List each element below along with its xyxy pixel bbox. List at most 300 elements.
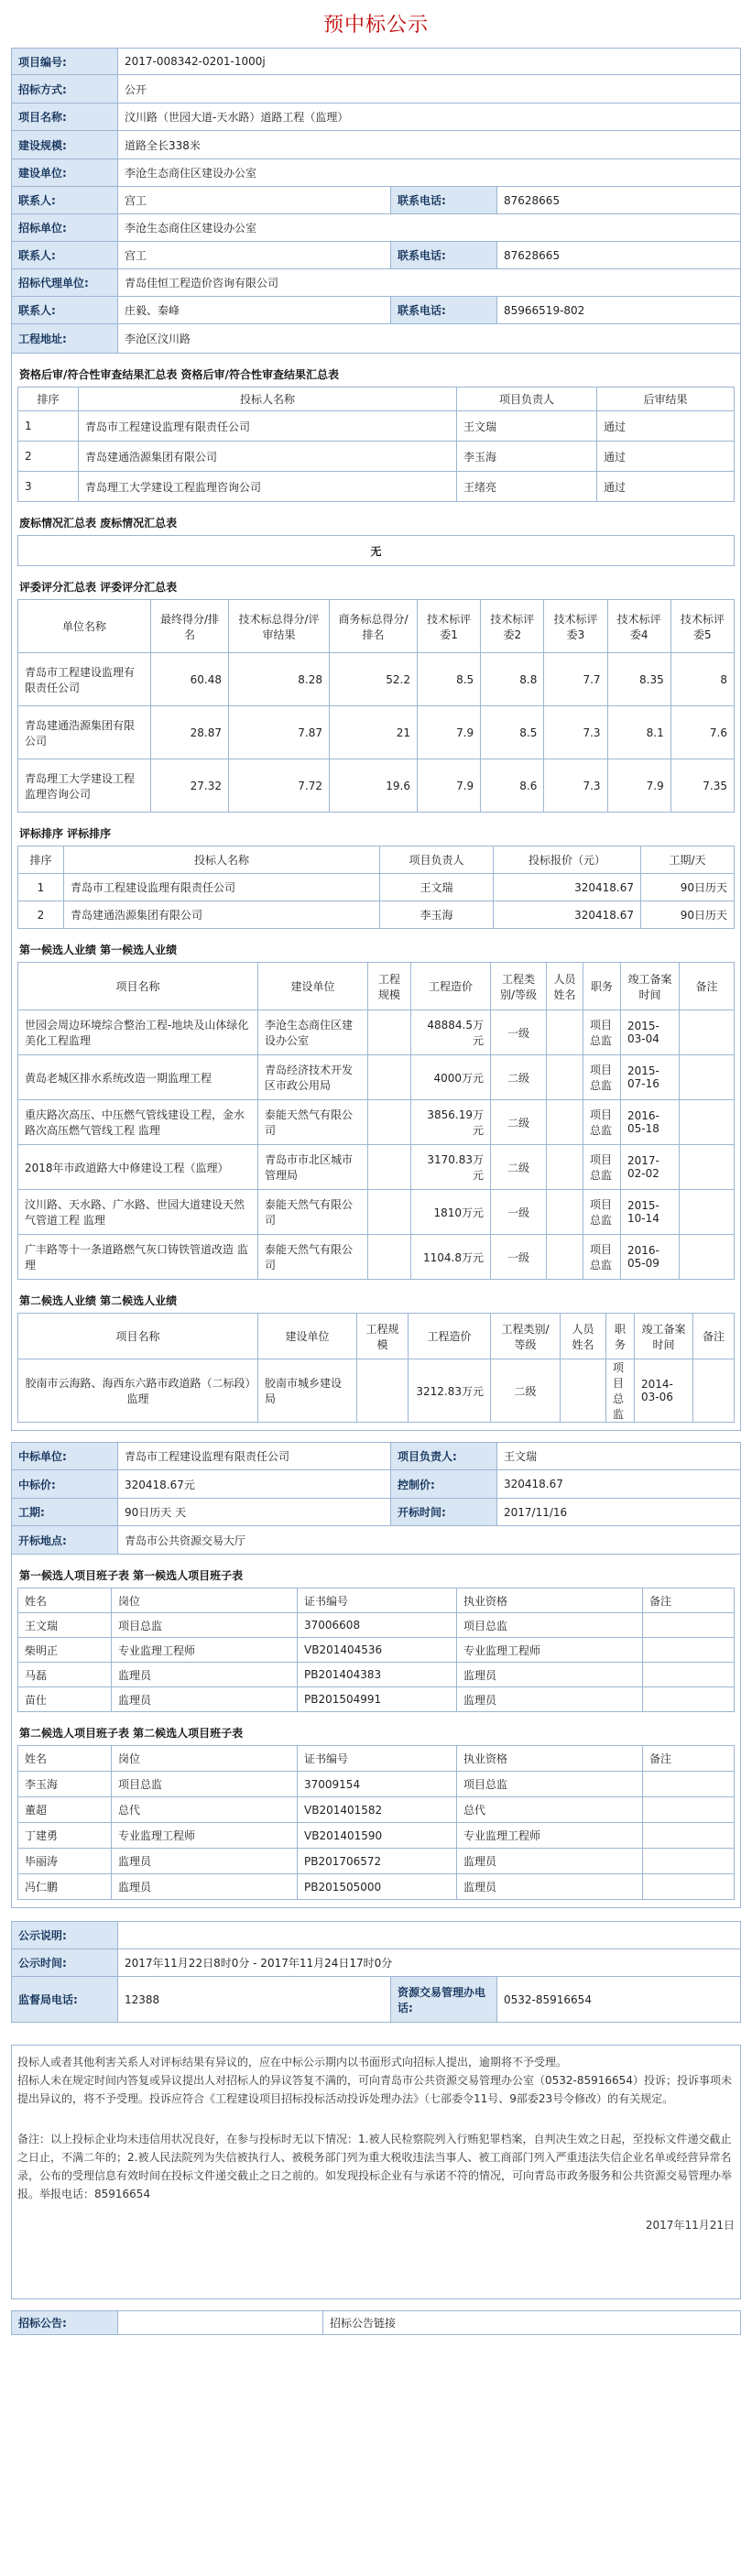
table-row <box>18 1772 735 1797</box>
qual-table <box>17 387 735 502</box>
project-name-value: 汶川路（世园大道-天水路）道路工程（监理） <box>118 104 741 131</box>
method-value: 公开 <box>118 75 741 104</box>
perf2-section-title: 第二候选人业绩 第二候选人业绩 <box>19 1294 178 1307</box>
table-cell <box>547 1055 583 1100</box>
scale-value: 道路全长338米 <box>118 131 741 159</box>
table-cell: 3856.19万元 <box>411 1100 491 1145</box>
builder-phone-value: 87628665 <box>497 187 741 214</box>
table-cell: 8.35 <box>607 653 670 706</box>
table-cell: 52.2 <box>330 653 418 706</box>
table-header: 建设单位 <box>258 963 368 1010</box>
table-cell: 监理员 <box>457 1849 643 1874</box>
table-header: 工程规模 <box>357 1314 409 1359</box>
tenderer-contact-value: 宫工 <box>118 242 391 269</box>
table-row <box>18 1823 735 1849</box>
scale-label: 建设规模: <box>12 131 118 159</box>
notice-table <box>11 1921 741 2023</box>
table-row <box>18 1613 735 1638</box>
rank-table <box>17 846 735 929</box>
table-cell: 项目总监 <box>583 1190 621 1235</box>
table-row <box>18 1055 735 1100</box>
table-cell: 青岛经济技术开发区市政公用局 <box>258 1055 368 1100</box>
table-header: 执业资格 <box>457 1588 643 1613</box>
period-value: 90日历天 天 <box>118 1499 391 1526</box>
control-price-label: 控制价: <box>391 1470 497 1499</box>
table-cell <box>368 1235 411 1280</box>
table-cell: 27.32 <box>151 759 229 813</box>
table-cell: 王文瑞 <box>18 1613 112 1638</box>
table-cell: 泰能天然气有限公司 <box>258 1235 368 1280</box>
table-cell: 19.6 <box>330 759 418 813</box>
tenderer-phone-value: 87628665 <box>497 242 741 269</box>
table-cell: 王绪亮 <box>457 472 597 502</box>
table-cell: 2017-02-02 <box>621 1145 680 1190</box>
table-header: 证书编号 <box>298 1588 457 1613</box>
table-cell: 冯仁鹏 <box>18 1874 112 1900</box>
table-cell: 项目总监 <box>583 1235 621 1280</box>
center-phone-value: 0532-85916654 <box>497 1977 741 2023</box>
table-cell <box>643 1772 735 1797</box>
table-cell: 1104.8万元 <box>411 1235 491 1280</box>
table-cell: 7.7 <box>544 653 607 706</box>
table-header: 项目名称 <box>18 963 258 1010</box>
table-header: 投标人名称 <box>79 387 457 411</box>
table-cell: 王文瑞 <box>380 874 494 901</box>
page-title: 预中标公示 <box>322 14 429 37</box>
table-cell: 4000万元 <box>411 1055 491 1100</box>
table-cell: 2 <box>18 901 64 929</box>
table-header: 工程造价 <box>409 1314 491 1359</box>
table-cell: 青岛建通浩源集团有限公司 <box>64 901 380 929</box>
footer-label: 招标公告: <box>12 2311 118 2335</box>
agency-phone-label: 联系电话: <box>391 297 497 324</box>
table-cell: 柴明正 <box>18 1638 112 1663</box>
table-header: 备注 <box>643 1588 735 1613</box>
table-row <box>18 759 735 813</box>
remarks-note: 备注：以上投标企业均未违信用状况良好，在参与投标时无以下情况：1.被人民检察院列入行贿犯罪档案，自判决生效之日起，至投标文件递交截止之日止，不满二年的；2.被人民法院列为失信被执行人、被税务部门列为重大税收违法当事人、被工商部门列入严重违法失信企业名单或经营异常名录，公布的受理信息有效时间在投标文件递交截止之日之前的。如发现投标企业有与承诺不符的情况，可向青岛市政务服务和公共资源交易管理办举报。举报电话：85916654 <box>17 2133 733 2200</box>
table-cell: 董超 <box>18 1797 112 1823</box>
team2-table <box>17 1745 735 1900</box>
team1-table <box>17 1588 735 1712</box>
table-header: 商务标总得分/排名 <box>330 600 418 653</box>
table-header: 投标人名称 <box>64 846 380 874</box>
table-cell: PB201706572 <box>298 1849 457 1874</box>
rank-section-title: 评标排序 评标排序 <box>19 827 112 840</box>
table-cell: 8.1 <box>607 706 670 759</box>
table-cell: 青岛理工大学建设工程监理咨询公司 <box>18 759 151 813</box>
supervision-phone-value: 12388 <box>118 1977 391 2023</box>
table-cell: 7.6 <box>670 706 734 759</box>
remarks-objection: 投标人或者其他利害关系人对评标结果有异议的，应在中标公示期内以书面形式向招标人提出，逾期将不予受理。 <box>17 2056 568 2068</box>
table-cell: 专业监理工程师 <box>112 1638 298 1663</box>
table-cell: 二级 <box>491 1100 547 1145</box>
table-header: 工程类别/等级 <box>491 963 547 1010</box>
table-cell: 28.87 <box>151 706 229 759</box>
table-row <box>18 1145 735 1190</box>
remarks-box <box>11 2045 741 2299</box>
table-header: 项目负责人 <box>380 846 494 874</box>
table-header: 排序 <box>18 387 79 411</box>
table-header: 岗位 <box>112 1746 298 1772</box>
table-cell: 李沧生态商住区建设办公室 <box>258 1010 368 1055</box>
table-cell <box>643 1797 735 1823</box>
builder-label: 建设单位: <box>12 159 118 187</box>
table-row <box>18 1797 735 1823</box>
table-cell: 37006608 <box>298 1613 457 1638</box>
notice-time-value: 2017年11月22日8时0分 - 2017年11月24日17时0分 <box>118 1949 741 1977</box>
open-place-value: 青岛市公共资源交易大厅 <box>118 1526 741 1555</box>
table-cell: 二级 <box>491 1145 547 1190</box>
table-header: 人员姓名 <box>547 963 583 1010</box>
table-cell: 320418.67 <box>494 901 641 929</box>
table-cell <box>357 1359 409 1423</box>
table-cell: 青岛市工程建设监理有限责任公司 <box>18 653 151 706</box>
open-place-label: 开标地点: <box>12 1526 118 1555</box>
table-cell: 丁建勇 <box>18 1823 112 1849</box>
table-header: 工程造价 <box>411 963 491 1010</box>
agency-label: 招标代理单位: <box>12 269 118 297</box>
table-cell: 21 <box>330 706 418 759</box>
table-cell: 2 <box>18 442 79 472</box>
table-cell <box>643 1874 735 1900</box>
table-cell: 青岛市工程建设监理有限责任公司 <box>64 874 380 901</box>
table-cell: 7.72 <box>229 759 330 813</box>
table-cell: 青岛理工大学建设工程监理咨询公司 <box>79 472 457 502</box>
table-header: 项目负责人 <box>457 387 597 411</box>
table-header: 最终得分/排名 <box>151 600 229 653</box>
table-cell <box>680 1010 735 1055</box>
table-cell <box>643 1849 735 1874</box>
table-cell: 48884.5万元 <box>411 1010 491 1055</box>
table-cell: 青岛市工程建设监理有限责任公司 <box>79 411 457 442</box>
table-cell: 监理员 <box>457 1874 643 1900</box>
table-cell: 8 <box>670 653 734 706</box>
method-label: 招标方式: <box>12 75 118 104</box>
table-cell: 8.6 <box>481 759 544 813</box>
table-row <box>18 1638 735 1663</box>
invalid-table <box>17 535 735 566</box>
remarks-complaint: 招标人未在规定时间内答复或异议提出人对招标人的异议答复不满的，可向青岛市公共资源交易管理办公室（0532-85916654）投诉；投诉事项未提出异议的，将不予受理。投诉应符合《工程建设项目招标投标活动投诉处理办法》（七部委令11号、9部委23号令修改）的有关规定。 <box>17 2074 732 2105</box>
agency-contact-value: 庄毅、秦峰 <box>118 297 391 324</box>
table-cell: 监理员 <box>112 1849 298 1874</box>
table-cell: 一级 <box>491 1190 547 1235</box>
table-cell: 二级 <box>491 1055 547 1100</box>
table-cell: 项目总监 <box>112 1613 298 1638</box>
table-cell: 1 <box>18 411 79 442</box>
table-cell: 60.48 <box>151 653 229 706</box>
table-header: 竣工备案时间 <box>621 963 680 1010</box>
table-cell: 广丰路等十一条道路燃气灰口铸铁管道改造 监理 <box>18 1235 258 1280</box>
notice-time-label: 公示时间: <box>12 1949 118 1977</box>
footer-table <box>11 2310 741 2335</box>
table-header: 单位名称 <box>18 600 151 653</box>
qual-section-title: 资格后审/符合性审查结果汇总表 资格后审/符合性审查结果汇总表 <box>19 368 339 381</box>
table-cell: PB201404383 <box>298 1663 457 1687</box>
table-cell: 项目总监 <box>457 1772 643 1797</box>
table-cell: 项目总监 <box>457 1613 643 1638</box>
table-header: 排序 <box>18 846 64 874</box>
table-row <box>18 411 735 442</box>
table-cell: 通过 <box>597 411 735 442</box>
table-header: 技术标评委3 <box>544 600 607 653</box>
table-cell: 世园会周边环境综合整治工程-地块及山体绿化美化工程监理 <box>18 1010 258 1055</box>
table-header: 备注 <box>680 963 735 1010</box>
table-cell <box>368 1055 411 1100</box>
table-cell: 李玉海 <box>457 442 597 472</box>
tenderer-value: 李沧生态商住区建设办公室 <box>118 214 741 242</box>
invalid-value: 无 <box>18 536 735 566</box>
table-cell: 通过 <box>597 472 735 502</box>
table-cell <box>368 1145 411 1190</box>
table-cell: 2015-07-16 <box>621 1055 680 1100</box>
table-cell: 2015-10-14 <box>621 1190 680 1235</box>
table-cell: 李玉海 <box>18 1772 112 1797</box>
table-header: 证书编号 <box>298 1746 457 1772</box>
table-cell: PB201504991 <box>298 1687 457 1712</box>
table-cell: 2016-05-09 <box>621 1235 680 1280</box>
table-cell: 苗仕 <box>18 1687 112 1712</box>
perf1-section-title: 第一候选人业绩 第一候选人业绩 <box>19 944 178 956</box>
tenderer-label: 招标单位: <box>12 214 118 242</box>
table-cell: 胶南市云海路、海西东六路市政道路（二标段）监理 <box>18 1359 258 1423</box>
table-cell <box>680 1055 735 1100</box>
table-cell: VB201401590 <box>298 1823 457 1849</box>
table-cell <box>643 1613 735 1638</box>
table-row <box>18 874 735 901</box>
table-row <box>18 653 735 706</box>
table-row <box>18 1359 735 1423</box>
table-cell <box>643 1687 735 1712</box>
table-header: 技术标评委4 <box>607 600 670 653</box>
agency-value: 青岛佳恒工程造价咨询有限公司 <box>118 269 741 297</box>
table-cell: 项目总监 <box>583 1145 621 1190</box>
table-row <box>18 1100 735 1145</box>
table-cell <box>643 1663 735 1687</box>
table-row <box>18 1010 735 1055</box>
table-cell <box>643 1823 735 1849</box>
award-leader-value: 王文瑞 <box>497 1443 741 1470</box>
table-header: 项目名称 <box>18 1314 258 1359</box>
table-cell: 通过 <box>597 442 735 472</box>
table-row <box>18 1235 735 1280</box>
table-cell: 项目总监 <box>606 1359 635 1423</box>
table-cell: 一级 <box>491 1235 547 1280</box>
table-row <box>18 442 735 472</box>
table-header: 姓名 <box>18 1588 112 1613</box>
table-cell: 1 <box>18 874 64 901</box>
table-cell: 毕丽涛 <box>18 1849 112 1874</box>
table-header: 岗位 <box>112 1588 298 1613</box>
table-cell: 7.3 <box>544 706 607 759</box>
table-cell: 专业监理工程师 <box>457 1638 643 1663</box>
table-cell: 王文瑞 <box>457 411 597 442</box>
table-cell: 监理员 <box>112 1663 298 1687</box>
control-price-value: 320418.67 <box>497 1470 741 1499</box>
project-info-table <box>11 48 741 354</box>
table-cell: 2018年市政道路大中修建设工程（监理） <box>18 1145 258 1190</box>
table-cell: 8.5 <box>481 706 544 759</box>
table-cell <box>680 1190 735 1235</box>
address-label: 工程地址: <box>12 324 118 354</box>
table-header: 姓名 <box>18 1746 112 1772</box>
table-cell: 7.3 <box>544 759 607 813</box>
period-label: 工期: <box>12 1499 118 1526</box>
table-cell <box>680 1100 735 1145</box>
table-cell: VB201404536 <box>298 1638 457 1663</box>
agency-phone-value: 85966519-802 <box>497 297 741 324</box>
table-header: 执业资格 <box>457 1746 643 1772</box>
table-row <box>18 1849 735 1874</box>
table-row <box>18 1687 735 1712</box>
award-unit-label: 中标单位: <box>12 1443 118 1470</box>
table-cell <box>368 1190 411 1235</box>
table-header: 建设单位 <box>258 1314 357 1359</box>
table-cell: 8.5 <box>418 653 481 706</box>
table-row <box>18 1874 735 1900</box>
table-cell: 3170.83万元 <box>411 1145 491 1190</box>
table-header: 后审结果 <box>597 387 735 411</box>
table-header: 工程规模 <box>368 963 411 1010</box>
table-cell: 3212.83万元 <box>409 1359 491 1423</box>
address-value: 李沧区汶川路 <box>118 324 741 354</box>
table-cell: 2014-03-06 <box>635 1359 693 1423</box>
table-cell: 泰能天然气有限公司 <box>258 1190 368 1235</box>
builder-contact-value: 宫工 <box>118 187 391 214</box>
table-cell: 汶川路、天水路、广水路、世园大道建设天然气管道工程 监理 <box>18 1190 258 1235</box>
table-cell: 青岛建通浩源集团有限公司 <box>79 442 457 472</box>
table-cell: 马磊 <box>18 1663 112 1687</box>
score-section-title: 评委评分汇总表 评委评分汇总表 <box>19 581 178 594</box>
table-cell: 7.9 <box>418 759 481 813</box>
table-cell: 青岛建通浩源集团有限公司 <box>18 706 151 759</box>
table-cell: 总代 <box>112 1797 298 1823</box>
table-header: 竣工备案时间 <box>635 1314 693 1359</box>
agency-contact-label: 联系人: <box>12 297 118 324</box>
award-price-value: 320418.67元 <box>118 1470 391 1499</box>
perf2-table <box>17 1313 735 1423</box>
table-header: 技术标总得分/评审结果 <box>229 600 330 653</box>
award-price-label: 中标价: <box>12 1470 118 1499</box>
table-cell: 7.35 <box>670 759 734 813</box>
table-row <box>18 706 735 759</box>
table-header: 备注 <box>643 1746 735 1772</box>
table-header: 工程类别/等级 <box>491 1314 561 1359</box>
table-header: 工期/天 <box>641 846 735 874</box>
perf1-table <box>17 962 735 1280</box>
table-cell: 重庆路次高压、中压燃气管线建设工程，金水路次高压燃气管线工程 监理 <box>18 1100 258 1145</box>
table-cell: 3 <box>18 472 79 502</box>
table-row <box>18 472 735 502</box>
team1-section-title: 第一候选人项目班子表 第一候选人项目班子表 <box>19 1569 244 1582</box>
table-cell: 7.9 <box>607 759 670 813</box>
table-cell: 项目总监 <box>583 1010 621 1055</box>
table-cell: 专业监理工程师 <box>457 1823 643 1849</box>
award-table <box>11 1442 741 1555</box>
table-row <box>18 1663 735 1687</box>
table-cell: 监理员 <box>112 1687 298 1712</box>
table-cell: 90日历天 <box>641 901 735 929</box>
table-cell: 90日历天 <box>641 874 735 901</box>
table-cell: 泰能天然气有限公司 <box>258 1100 368 1145</box>
table-cell <box>680 1145 735 1190</box>
project-name-label: 项目名称: <box>12 104 118 131</box>
table-cell <box>547 1145 583 1190</box>
table-cell <box>547 1235 583 1280</box>
table-cell <box>368 1100 411 1145</box>
table-cell: 监理员 <box>457 1663 643 1687</box>
table-cell: 监理员 <box>457 1687 643 1712</box>
supervision-phone-label: 监督局电话: <box>12 1977 118 2023</box>
builder-value: 李沧生态商住区建设办公室 <box>118 159 741 187</box>
table-cell: 李玉海 <box>380 901 494 929</box>
table-cell <box>643 1638 735 1663</box>
notice-desc-value <box>118 1922 741 1949</box>
table-cell: 二级 <box>491 1359 561 1423</box>
table-cell: 320418.67 <box>494 874 641 901</box>
table-cell: 项目总监 <box>112 1772 298 1797</box>
team2-section-title: 第二候选人项目班子表 第二候选人项目班子表 <box>19 1727 244 1740</box>
award-leader-label: 项目负责人: <box>391 1443 497 1470</box>
remarks-date: 2017年11月21日 <box>645 2219 735 2232</box>
open-time-value: 2017/11/16 <box>497 1499 741 1526</box>
table-cell: 青岛市市北区城市管理局 <box>258 1145 368 1190</box>
table-cell <box>368 1010 411 1055</box>
table-cell: 2016-05-18 <box>621 1100 680 1145</box>
invalid-section-title: 废标情况汇总表 废标情况汇总表 <box>19 517 178 529</box>
center-phone-label: 资源交易管理办电话: <box>391 1977 497 2023</box>
table-cell <box>547 1190 583 1235</box>
table-cell <box>693 1359 735 1423</box>
table-header: 投标报价（元） <box>494 846 641 874</box>
table-header: 人员姓名 <box>561 1314 606 1359</box>
table-cell <box>561 1359 606 1423</box>
project-no-value: 2017-008342-0201-1000j <box>118 49 741 75</box>
table-cell <box>680 1235 735 1280</box>
builder-contact-label: 联系人: <box>12 187 118 214</box>
builder-phone-label: 联系电话: <box>391 187 497 214</box>
table-cell <box>547 1100 583 1145</box>
table-header: 职务 <box>606 1314 635 1359</box>
tenderer-contact-label: 联系人: <box>12 242 118 269</box>
table-cell: 8.28 <box>229 653 330 706</box>
open-time-label: 开标时间: <box>391 1499 497 1526</box>
table-row <box>18 901 735 929</box>
table-cell: 项目总监 <box>583 1100 621 1145</box>
table-cell: 黄岛老城区排水系统改造一期监理工程 <box>18 1055 258 1100</box>
tender-notice-link[interactable]: 招标公告链接 <box>323 2311 741 2335</box>
table-cell: 1810万元 <box>411 1190 491 1235</box>
table-cell: PB201505000 <box>298 1874 457 1900</box>
table-header: 技术标评委5 <box>670 600 734 653</box>
table-cell: 7.9 <box>418 706 481 759</box>
project-no-label: 项目编号: <box>12 49 118 75</box>
table-cell <box>547 1010 583 1055</box>
table-cell: 7.87 <box>229 706 330 759</box>
table-cell: 总代 <box>457 1797 643 1823</box>
award-unit-value: 青岛市工程建设监理有限责任公司 <box>118 1443 391 1470</box>
table-header: 技术标评委1 <box>418 600 481 653</box>
tenderer-phone-label: 联系电话: <box>391 242 497 269</box>
table-cell: 一级 <box>491 1010 547 1055</box>
score-table <box>17 599 735 813</box>
table-cell: 2015-03-04 <box>621 1010 680 1055</box>
table-cell: 胶南市城乡建设局 <box>258 1359 357 1423</box>
table-header: 备注 <box>693 1314 735 1359</box>
table-header: 技术标评委2 <box>481 600 544 653</box>
table-row <box>18 1190 735 1235</box>
table-cell: 项目总监 <box>583 1055 621 1100</box>
table-cell: 8.8 <box>481 653 544 706</box>
